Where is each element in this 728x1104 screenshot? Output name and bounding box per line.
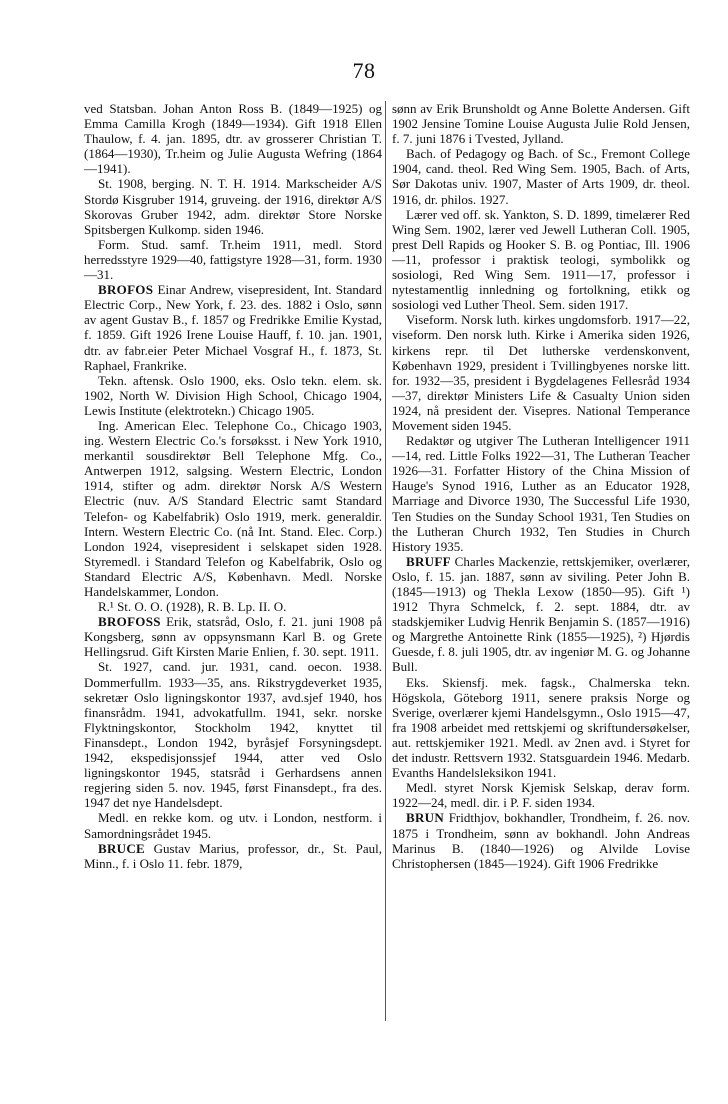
paragraph: Viseform. Norsk luth. kirkes ungdomsforb. 1917—22, viseform. Den norsk luth. Kirke i Amerika siden 1926, kirkens repr. til Det lutherske verdenskonvent, København 1929, president i Tvillingbyenes norske litt. for. 1932—35, president i Bygdelagenes Fellesråd 1934—37, direktør Ministers Life & Casualty Union siden 1924, nå president der. Visepres. National Temperance Movement siden 1945. [392,312,690,433]
entry-brofoss [84,614,382,659]
headword: BROFOS [98,282,154,298]
paragraph: ved Statsban. Johan Anton Ross B. (1849—1925) og Emma Camilla Krogh (1849—1934). Gift 1918 Ellen Thaulow, f. 4. jan. 1895, dtr. av grosserer Christian T. (1864—1930), Tr.heim og Julie Augusta Wefring (1864—1941). [84,101,382,177]
paragraph: St. 1927, cand. jur. 1931, cand. oecon. 1938. Dommerfullm. 1933—35, ans. Rikstrygdeverket 1935, sekretær Oslo ligningskontor 1937, avd.sjef 1940, hos finansrådm. 1941, advokatfullm. 1941, sekr. norske Flyktningskontor, Stockholm 1942, knyttet til Finansdept., London 1942, byråsjef Forsyningsdept. 1942, ekspedisjonssjef 1944, atter ved Oslo ligningskontor 1945, statsråd i Gerhardsens annen regjering siden 5. nov. 1945, først Finansdept., fra des. 1947 det nye Handelsdept. [84,659,382,811]
headword: BROFOSS [98,614,161,630]
page-number: 78 [352,58,376,83]
paragraph: Tekn. aftensk. Oslo 1900, eks. Oslo tekn. elem. sk. 1902, North W. Division High School, Chicago 1904, Lewis Institute (elektrotekn.) Chicago 1905. [84,372,382,418]
entry-bruff [392,554,690,675]
paragraph: Bach. of Pedagogy og Bach. of Sc., Fremont College 1904, cand. theol. Red Wing Sem. 1905, Bach. of Arts, Sør Dakotas univ. 1907, Master of Arts 1909, dr. theol. 1916, dr. philos. 1927. [392,146,690,207]
left-column [84,101,382,871]
entry-text: Einar Andrew, visepresident, Int. Standard Electric Corp., New York, f. 23. des. 1882 i Oslo, sønn av agent Gustav B., f. 1857 og Fredrikke Emilie Kystad, f. 1859. Gift 1926 Irene Louise Hauff, f. 10. jan. 1901, dtr. av fabr.eier Peter Michael Vosgraf H., f. 1873, St. Raphael, Frankrike. [84,282,383,373]
paragraph: Form. Stud. samf. Tr.heim 1911, medl. Stord herredsstyre 1929—40, fattigstyre 1928—31, form. 1930—31. [84,236,382,283]
paragraph: sønn av Erik Brunsholdt og Anne Bolette Andersen. Gift 1902 Jensine Tomine Louise Augusta Julie Rold Jensen, f. 7. juni 1876 i Tvested, Jylland. [392,101,690,147]
headword: BRUFF [406,553,451,569]
paragraph: Lærer ved off. sk. Yankton, S. D. 1899, timelærer Red Wing Sem. 1902, lærer ved Jewell Lutheran Coll. 1905, prest Dell Rapids og Hooker S. B. og Pontiac, Ill. 1906—11, professor i praktisk teologi, symbolikk og sosiologi, Red Wing Sem. 1911—17, professor i nytestamentlig innledning og fortolkning, etikk og sosiologi ved Luther Theol. Sem. siden 1917. [392,206,690,313]
entry-text: Fridthjov, bokhandler, Trondheim, f. 26. nov. 1875 i Trondheim, sønn av bokhandl. John Andreas Marinus B. (1840—1926) og Alvilde Lovise Christophersen (1845—1924). Gift 1906 Fredrikke [392,810,690,871]
paragraph: Medl. styret Norsk Kjemisk Selskap, derav form. 1922—24, medl. dir. i P. F. siden 1934. [392,780,690,811]
entry-text: Charles Mackenzie, rettskjemiker, overlærer, Oslo, f. 15. jan. 1887, sønn av siviling. Peter John B. (1845—1913) og Thekla Lexow (1850—95). Gift ¹) 1912 Thyra Schmelck, f. 2. sept. 1884, dtr. av stadskjemiker Ludvig Henrik Benjamin S. (1857—1916) og Margrethe Antoinette Rink (1855—1925), ²) Hjørdis Guesde, f. 8. juli 1905, dtr. av ingeniør M. G. og Johanne Bull. [392,553,690,675]
paragraph: Eks. Skiensfj. mek. fagsk., Chalmerska tekn. Högskola, Göteborg 1911, senere praksis Norge og Sverige, overlærer kjemi Handelsgymn., Oslo 1915—47, fra 1908 arbeidet med rettskjemi og skriftundersøkelser, aut. rettskjemiker 1921. Medl. av 2nen avd. i Styret for det industr. Rettsvern 1932. Statsguardein 1946. Medarb. Evanths Handelsleksikon 1941. [392,674,690,781]
paragraph: Redaktør og utgiver The Lutheran Intelligencer 1911—14, red. Little Folks 1922—31, The Lutheran Teacher 1926—31. Forfatter History of the China Mission of Hauge's Synod 1916, Luther as an Educator 1928, Marriage and Divorce 1930, The Successful Life 1930, Ten Studies on the Sunday School 1931, Ten Studies on the Lutheran Church 1932, Ten Studies in Church History 1935. [392,433,690,554]
paragraph: R.¹ St. O. O. (1928), R. B. Lp. II. O. [98,599,287,615]
entry-text: Gustav Marius, professor, dr., St. Paul, Minn., f. i Oslo 11. febr. 1879, [84,840,382,871]
paragraph: Ing. American Elec. Telephone Co., Chicago 1903, ing. Western Electric Co.'s forsøksst. i New York 1910, merkantil sousdirektør Bell Telephone Mfg. Co., Antwerpen 1912, salgsing. Western Electric, London 1914, stifter og adm. direktør Norsk A/S Western Electric (nuv. A/S Standard Electric samt Standard Telefon- og Kabelfabrik) Oslo 1919, merk. generaldir. Intern. Western Electric Co. (nå Int. Stand. Elec. Corp.) London 1924, visepresident i selskapet siden 1928. Styremedl. i Standard Telefon og Kabelfabrik, Oslo og Standard Electric A/S, København. Medl. Norske Handelskammer, London. [84,417,382,599]
paragraph: Medl. en rekke kom. og utv. i London, nestform. i Samordningsrådet 1945. [84,810,382,841]
headword: BRUCE [98,840,146,856]
paragraph: St. 1908, berging. N. T. H. 1914. Markscheider A/S Stordø Kisgruber 1914, gruveing. der 1916, direktør A/S Skorovas Gruber 1942, adm. direktør Store Norske Spitsbergen Kulkomp. siden 1946. [84,176,382,237]
entry-text: Erik, statsråd, Oslo, f. 21. juni 1908 på Kongsberg, sønn av oppsynsmann Karl B. og Grete Hellingsrud. Gift Kirsten Marie Enlien, f. 30. sept. 1911. [84,614,382,660]
entry-brofos [84,282,382,373]
headword: BRUN [406,810,445,826]
entry-brun [392,810,690,870]
right-column [392,101,690,871]
entry-bruce [84,841,382,871]
column-divider [385,101,386,1021]
